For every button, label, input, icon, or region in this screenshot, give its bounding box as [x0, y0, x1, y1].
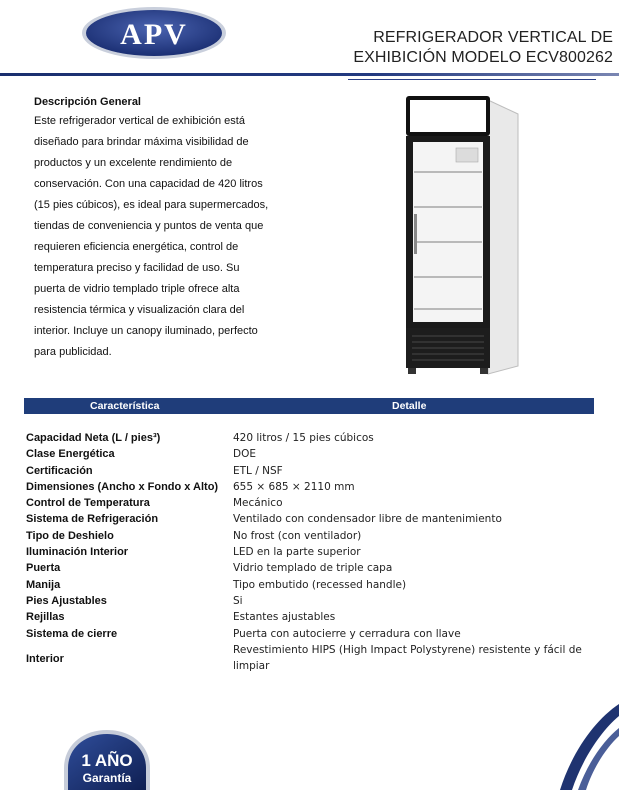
spec-key: Pies Ajustables	[26, 594, 107, 607]
spec-value: ETL / NSF	[233, 464, 283, 477]
logo-text: APV	[120, 18, 188, 51]
decorative-arc	[500, 690, 619, 790]
header-rule	[0, 73, 619, 76]
general-description	[34, 94, 296, 363]
description-line: temperatura preciso y facilidad de uso. Su	[34, 262, 240, 274]
table-row	[26, 593, 596, 609]
description-line: conservación. Con una capacidad de 420 litros	[34, 178, 263, 190]
table-row	[26, 446, 596, 462]
spec-key: Dimensiones (Ancho x Fondo x Alto)	[26, 480, 219, 493]
spec-value: 655 × 685 × 2110 mm	[233, 480, 355, 493]
spec-value: Ventilado con condensador libre de mantenimiento	[233, 513, 502, 526]
description-line: diseñado para brindar máxima visibilidad de	[34, 136, 249, 148]
table-row	[26, 495, 596, 511]
spec-value: Puerta con autocierre y cerradura con llave	[233, 627, 461, 640]
description-line: (15 pies cúbicos), es ideal para supermercados,	[34, 199, 269, 211]
spec-key: Capacidad Neta (L / pies³)	[26, 432, 161, 444]
description-line: requieren eficiencia energética, control de	[34, 241, 239, 253]
spec-key: Tipo de Deshielo	[26, 529, 114, 542]
description-line: Este refrigerador vertical de exhibición está	[34, 115, 245, 127]
table-row	[26, 642, 596, 676]
table-row	[26, 528, 596, 544]
refrigerator-image	[400, 94, 525, 379]
spec-value: DOE	[233, 448, 256, 461]
spec-key: Interior	[26, 652, 64, 665]
table-row	[26, 577, 596, 593]
description-line: interior. Incluye un canopy iluminado, perfecto	[34, 325, 258, 337]
spec-key: Manija	[26, 578, 61, 591]
warranty-badge	[62, 728, 152, 790]
table-row	[26, 511, 596, 527]
spec-value: Vidrio templado de triple capa	[233, 562, 393, 575]
description-line: productos y un excelente rendimiento de	[34, 157, 233, 169]
spec-value: No frost (con ventilador)	[233, 529, 362, 542]
description-line: tiendas de conveniencia y puntos de venta que	[34, 220, 264, 232]
badge-line-1: 1 AÑO	[81, 751, 133, 770]
spec-key: Puerta	[26, 562, 61, 575]
title-underline	[348, 79, 596, 80]
spec-key: Sistema de cierre	[26, 627, 118, 640]
spec-key: Rejillas	[26, 611, 65, 624]
page-title	[353, 28, 613, 68]
table-row	[26, 609, 596, 625]
spec-value: Estantes ajustables	[233, 611, 336, 624]
spec-table	[26, 430, 596, 676]
spec-value: 420 litros / 15 pies cúbicos	[233, 432, 374, 444]
spec-value: Tipo embutido (recessed handle)	[233, 578, 407, 591]
badge-line-2: Garantía	[82, 771, 132, 785]
spec-value: Revestimiento HIPS (High Impact Polystyrene) resistente y fácil de limpiar	[233, 643, 582, 672]
spec-key: Control de Temperatura	[26, 497, 150, 510]
spec-key: Sistema de Refrigeración	[26, 513, 159, 526]
description-heading: Descripción General	[34, 96, 141, 108]
spec-table-header	[24, 398, 594, 414]
table-row	[26, 544, 596, 560]
spec-key: Clase Energética	[26, 448, 115, 461]
spec-key: Certificación	[26, 464, 93, 477]
table-row	[26, 430, 596, 446]
column-header-feature: Característica	[90, 400, 160, 412]
apv-logo	[80, 4, 228, 62]
table-row	[26, 560, 596, 576]
description-line: para publicidad.	[34, 346, 112, 358]
spec-value: Si	[233, 594, 243, 607]
spec-value: Mecánico	[233, 497, 283, 510]
table-row	[26, 479, 596, 495]
column-header-detail: Detalle	[392, 400, 427, 412]
table-row	[26, 626, 596, 642]
description-line: resistencia térmica y visualización clara del	[34, 304, 245, 316]
description-line: puerta de vidrio templado triple ofrece alta	[34, 283, 240, 295]
spec-key: Iluminación Interior	[26, 546, 129, 559]
spec-value: LED en la parte superior	[233, 546, 361, 559]
title-line-1: REFRIGERADOR VERTICAL DE	[373, 29, 613, 46]
table-row	[26, 463, 596, 479]
title-line-2: EXHIBICIÓN MODELO ECV800262	[353, 49, 613, 66]
